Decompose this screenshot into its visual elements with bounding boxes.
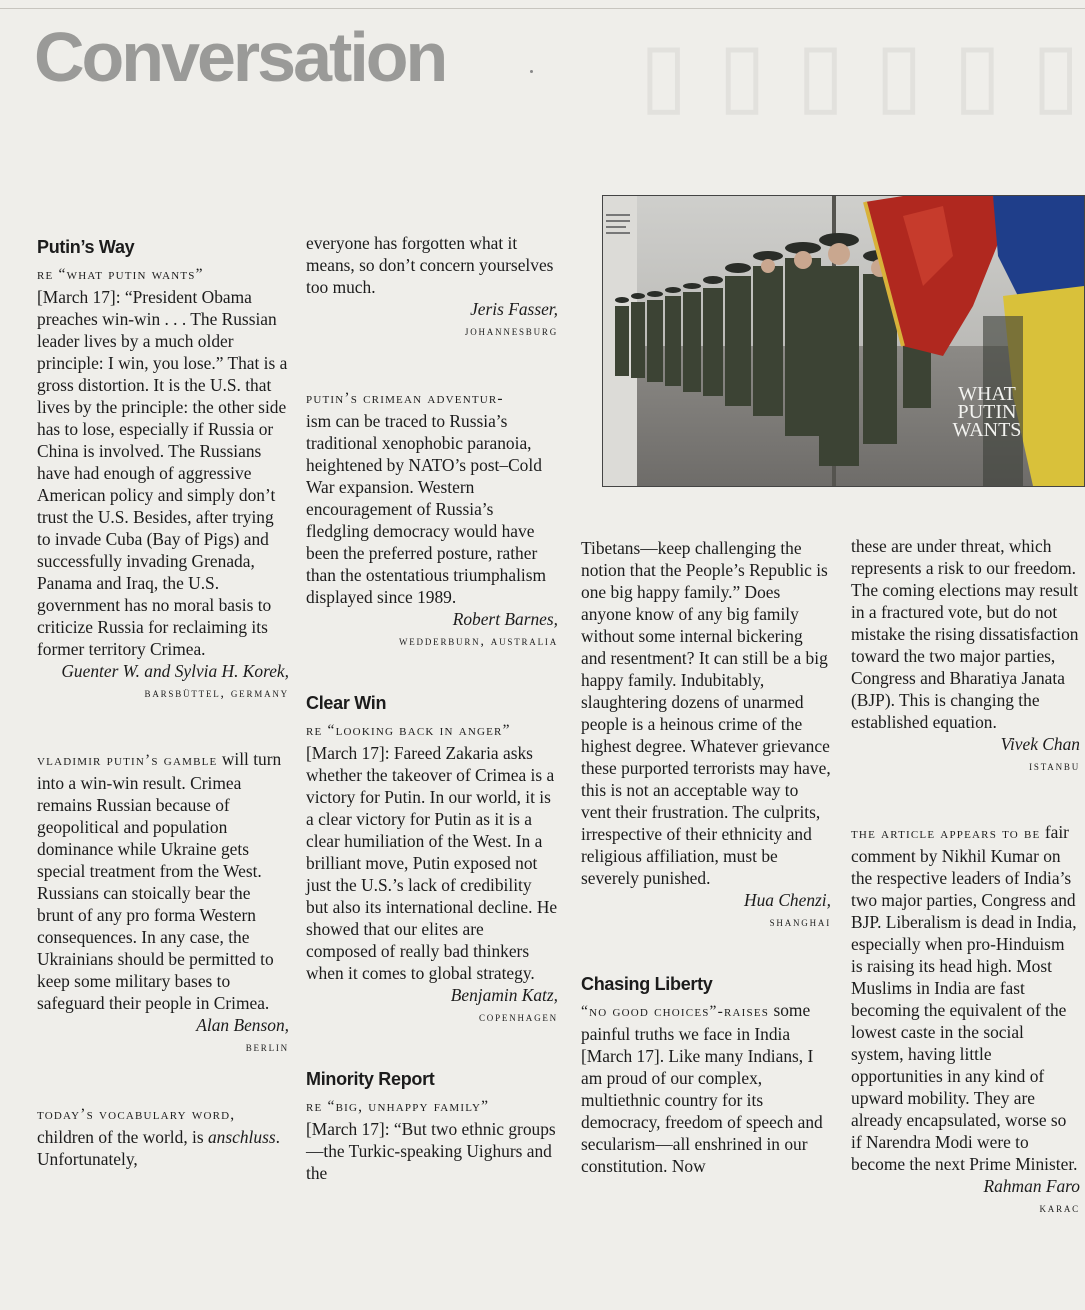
letter-body: ism can be traced to Russia’s traditional xenophobic paranoia, heightened by NATO’s post–Cold War expansion. Western encouragement of Russia’s fledgling democracy would have been the preferred posture, rather than the ostentatious triumphalism displayed since 1989. [306, 411, 547, 607]
section-heading-minority-report: Minority Report [306, 1069, 435, 1089]
letter-lead: “no good choices” [581, 1003, 718, 1020]
letter-location: karac [1039, 1200, 1080, 1215]
letter-location: barsbüttel, germany [144, 685, 289, 700]
letter-body: [March 17]: “President Obama preaches win-win . . . The Russian leader lives by a much older principle: I win, you lose.” That is a gross distortion. It is the U.S. that lives by the principle: the other side has to lose, especially if Russia or China is involved. The Russians have had enough of aggressive American policy and simply don’t trust the U.S. Besides, after trying to invade Cuba (Bay of Pigs) and successfully invading Grenada, Panama and Iraq, the U.S. government has no moral basis to criticize Russia for reclaiming its former territory Crimea. [37, 287, 288, 659]
section-minority-report [306, 1068, 558, 1184]
letter [37, 1102, 289, 1170]
masthead-dot [530, 70, 533, 73]
section-heading-putins-way: Putin’s Way [37, 237, 135, 257]
magazine-spread-photo [603, 196, 1084, 486]
letter-signature: Robert Barnes, [452, 609, 558, 629]
letter-signature: Jeris Fasser, [470, 299, 558, 319]
letter-body: children of the world, is [37, 1127, 208, 1147]
letter-lead: the article appears to be [851, 825, 1041, 842]
letter-body: [March 17]: Fareed Zakaria asks whether the takeover of Crimea is a victory for Putin. In our world, it is a clear victory for Putin as it is a clear humiliation of the West. In a brilliant move, Putin exposed not just the U.S.’s lack of credibility but also its international decline. He showed that our elites are composed of really bad thinkers when it comes to global strategy. [306, 743, 558, 983]
letter-body: these are under threat, which represents a risk to our freedom. The coming elections may result in a fractured vote, but do not mistake the rising dissatisfaction toward the two major parties, Congress and Bharatiya Janata (BJP). This is changing the established equation. [851, 536, 1079, 732]
letter-location: johannesburg [464, 323, 558, 338]
section-clear-win [306, 692, 558, 1028]
column-1 [37, 236, 289, 1170]
letter-body: [March 17]: “But two ethnic groups—the Turkic-speaking Uighurs and the [306, 1119, 556, 1183]
letter-signature: Guenter W. and Sylvia H. Korek, [61, 661, 289, 681]
letter-signature: Rahman Faro [983, 1176, 1080, 1196]
letter-lead: vladimir putin’s gamble [37, 752, 218, 769]
vocabulary-word: anschluss [207, 1127, 276, 1147]
section-heading-chasing-liberty: Chasing Liberty [581, 974, 713, 994]
spread-title-line: WHAT [958, 383, 1016, 405]
letter [306, 386, 558, 652]
top-rule [0, 8, 1085, 9]
letter-lead: re “looking back in anger” [306, 722, 511, 739]
letter [37, 748, 289, 1058]
letter [306, 232, 558, 342]
letter-body: everyone has forgotten what it means, so don’t concern yourselves too much. [306, 233, 554, 297]
letter-location: wedderburn, australia [398, 633, 558, 648]
soldiers-parade-illustration [603, 196, 1084, 486]
letter-location: shanghai [769, 914, 831, 929]
column-3 [581, 537, 831, 1177]
letter [851, 535, 1080, 777]
letter-lead: re “what putin wants” [37, 266, 204, 283]
letter-lead-continued: -raises [717, 1003, 770, 1020]
letter-body-continued: . Unfortunately, [37, 1127, 280, 1169]
section-chasing-liberty [581, 973, 831, 1177]
letter-lead: putin’s crimean adventur- [306, 390, 504, 407]
letter-signature: Vivek Chan [1000, 734, 1080, 754]
letter-location: istanbu [1029, 758, 1080, 773]
column-2 [306, 232, 558, 1184]
letter-location: copenhagen [478, 1009, 558, 1024]
letter [581, 537, 831, 933]
letter-signature: Alan Benson, [196, 1015, 289, 1035]
letter [851, 821, 1080, 1219]
letter [37, 262, 289, 704]
letter-signature: Hua Chenzi, [744, 890, 831, 910]
column-4 [851, 535, 1080, 1219]
show-through-background: ▯ ▯ ▯ ▯ ▯ ▯ [635, 36, 1080, 124]
letter-lead: today’s vocabulary word, [37, 1106, 236, 1123]
letter-location: berlin [245, 1039, 289, 1054]
letter-signature: Benjamin Katz, [450, 985, 558, 1005]
section-heading-clear-win: Clear Win [306, 693, 387, 713]
spread-title-line: PUTIN [957, 401, 1017, 423]
spread-title-line: WANTS [952, 419, 1022, 441]
letter-lead: re “big, unhappy family” [306, 1098, 490, 1115]
letter-body: Tibetans—keep challenging the notion that the People’s Republic is one big happy family.” Does anyone know of any big family without some internal bickering and resentment? It can still be a big happy family. Indubitably, slaughtering dozens of unarmed people is a heinous crime of the highest degree. Whatever grievance these purported terrorists may have, this is not an acceptable way to vent their frustration. The culprits, irrespective of their ethnicity and religious affiliation, must be severely punished. [581, 538, 831, 888]
letter-body: fair comment by Nikhil Kumar on the respective leaders of India’s two major parties, Congress and BJP. Liberalism is dead in India, especially when pro-Hinduism is raising its head high. Most Muslims in India are fast becoming the equivalent of the lowest caste in the social system, having little opportunities in any kind of upward mobility. They are already encapsulated, worse so if Narendra Modi were to become the next Prime Minister. [851, 822, 1078, 1174]
letter-body: will turn into a win-win result. Crimea remains Russian because of geopolitical and population dominance while Ukraine gets special treatment from the West. Russians can stoically bear the brunt of any pro forma Western consequences. In any case, the Ukrainians should be permitted to keep some military bases to safeguard their people in Crimea. [37, 749, 282, 1013]
section-title: Conversation [34, 18, 446, 96]
letter-body: some painful truths we face in India [March 17]. Like many Indians, I am proud of our complex, multiethnic country for its democracy, freedom of speech and secularism—all enshrined in our constitution. Now [581, 1000, 823, 1176]
